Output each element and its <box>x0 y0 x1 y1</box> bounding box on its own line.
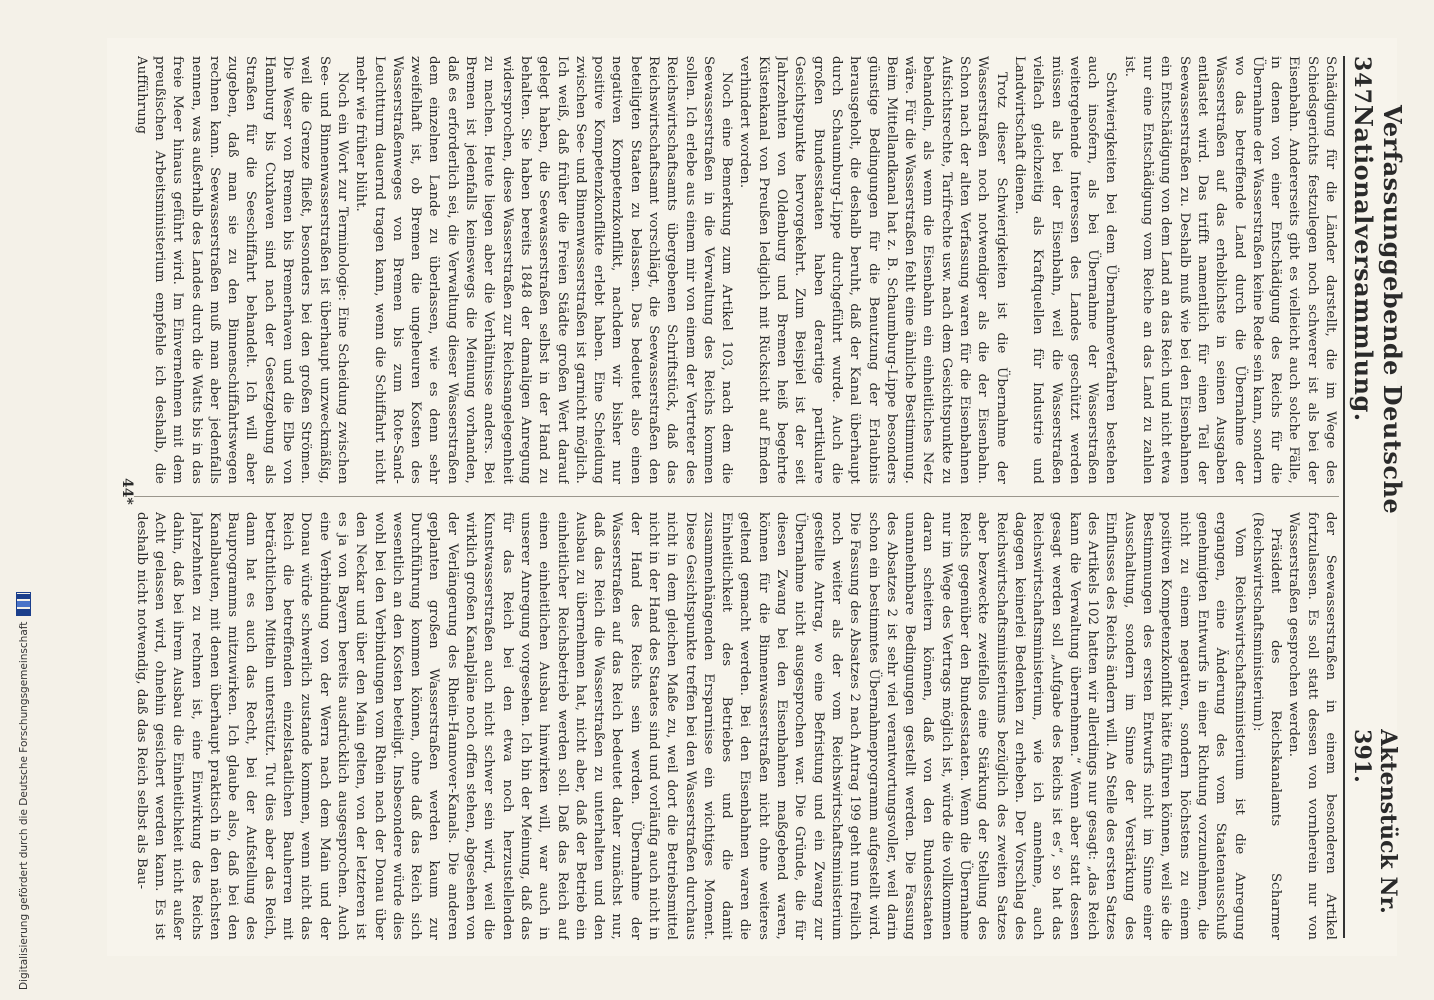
document-reference: Aktenstück Nr. 391. <box>1349 729 1401 914</box>
paragraph: der Seewasserstraßen in einem besonderen Artikel fortzulassen. Es soll statt dessen von vornherein nur von Wasserstraßen gesprochen werden. <box>1286 512 1338 940</box>
paragraph: Schädigung für die Länder darstellt, die im Wege des Schiedsgerichts festzulegen noch schwerer ist als bei der Eisenbahn. Andererseits gibt es vielleicht auch solche Fälle, in denen von einer Entschädigung des Reichs für die Übernahme der Wasserstraßen keine Rede sein kann, sondern wo das betreffende Land durch die Übernahme der Wasserstraßen auf das erheblichste in seinen Ausgaben entlastet wird. Das trifft namentlich für einen Teil der Seewasserstraßen zu. Deshalb muß wie bei den Eisenbahnen ein Entschädigung von dem Land an das Reich und nicht etwa nur eine Entschädigung vom Reiche an das Land zu zahlen ist. <box>1121 56 1338 484</box>
paragraph: Schwierigkeiten bei dem Übernahmeverfahren bestehen auch insofern, als bei Übernahme der Wasserstraßen weitergehende Interessen des Landes geschützt werden müssen als bei der Eisenbahn, weil die Wasserstraßen vielfach gleichzeitig als Kraftquellen für Industrie und Landwirtschaft dienen. <box>1011 56 1119 484</box>
sheet-signature: 44* <box>119 478 135 505</box>
text-column-left <box>134 56 1339 484</box>
column-divider <box>134 496 1339 497</box>
digitization-credit <box>16 592 31 990</box>
page-header <box>1343 56 1407 938</box>
credit-text: Digitalisierung gefördert durch die Deutsche Forschungsgemeinschaft <box>17 621 30 990</box>
paragraph: Noch ein Wort zur Terminologie: Eine Scheidung zwischen See- und Binnenwasserstraßen ist überhaupt unzweckmäßig, weil die Grenze fließt, besonders bei den großen Strömen. Die Weser von Bremen bis Bremerhaven und die Elbe von Hamburg bis Cuxhaven sind nach der Gesetzgebung als Straßen für die Seeschiffahrt behandelt. Ich will aber zugeben, daß man sie zu den Binnenschiffahrtswegen rechnen kann. Seewasserstraßen muß man aber jedenfalls nennen, was außerhalb des Landes durch die Watts bis in das freie Meer hinaus geführt wird. Im Einvernehmen mit dem preußischen Arbeitsministerium empfehle ich deshalb, die Aufführung <box>134 56 350 484</box>
page-title: Verfassunggebende Deutsche Nationalversammlung. <box>1349 104 1407 515</box>
paragraph: Vom Reichswirtschaftsministerium ist die Anregung ergangen, eine Änderung des vom Staatenausschuß genehmigten Entwurfs in einer Richtung vorzunehmen, die nicht zu einem negativen, sondern höchstens zu einem positiven Kompetenzkonflikt hätte führen können, weil sie die Bestimmungen des ersten Entwurfs nicht im Sinne einer Ausschaltung, sondern im Sinne der Verstärkung des Einflusses des Reichs ändern will. An Stelle des ersten Satzes des Artikels 102 hatten wir allerdings nur gesagt: „das Reich kann die Verwaltung übernehmen.“ Wenn aber statt dessen gesagt werden soll „Aufgabe des Reichs ist es“, so hat das Reichswirtschaftsministerium, wie ich annehme, auch dagegen keinerlei Bedenken zu erheben. Der Vorschlag des Reichswirtschaftsministeriums bezüglich des zweiten Satzes aber bezweckte zweifellos eine Stärkung der Stellung des Reichs gegenüber den Bundesstaaten. Wenn die Übernahme nur im Wege des Vertrags möglich ist, würde die vollkommen daran scheitern können, daß von den Bundesstaaten unannehmbare Bedingungen gestellt werden. Die Fassung des Absatzes 2 ist sehr viel verantwortungsvoller, weil darin schon ein bestimmtes Übernahmeprogramm aufgestellt wird. Die Fassung des Absatzes 2 nach Antrag 199 geht nun freilich noch weiter als der vom Reichswirtschaftsministerium gestellte Antrag, wo eine Befristung und ein Zwang zur Übernahme nicht ausgesprochen war. Die Gründe, die für diesen Zwang bei den Eisenbahnen maßgebend waren, können für die Binnenwasserstraßen nicht ohne weiteres geltend gemacht werden. Bei den Eisenbahnen waren die Einheitlichkeit des Betriebes und die damit zusammenhängenden Ersparnisse ein wichtiges Moment. Diese Gesichtspunkte treffen bei den Wasserstraßen durchaus nicht in dem gleichen Maße zu, weil dort die Betriebsmittel nicht in der Hand des Staates sind und vorläufig auch nicht in der Hand des Reichs sein werden. Übernahme der Wasserstraßen auf das Reich bedeutet daher zunächst nur, daß das Reich die Wasserstraßen zu unterhalten und den Ausbau zu übernehmen hat, nicht aber, daß der Betrieb ein einheitlicher Reichsbetrieb werden soll. Daß das Reich auf einen einheitlichen Ausbau hinwirken will, war auch in unserer Anregung vorgesehen. Ich bin der Meinung, daß das für das Reich bei den etwa noch herzustellenden Kunstwasserstraßen auch nicht schwer sein wird, weil die wirklich großen Kanalpläne noch offen stehen, abgesehen von der Verlängerung des Rhein-Hannover-Kanals. Die anderen geplanten großen Wasserstraßen werden kaum zur Durchführung kommen können, ohne daß das Reich sich wesentlich an den Kosten beteiligt. Insbesondere würde dies wohl bei den Verbindungen vom Rhein nach der Donau über den Neckar und über den Main gelten, von der letzteren ist es ja von Bayern bereits ausdrücklich ausgesprochen. Auch eine Verbindung von der Werra nach dem Main und der Donau würde schwerlich zustande kommen, wenn nicht das Reich die betreffenden einzelstaatlichen Bauherren mit beträchtlichen Mitteln unterstützt. Tut dies aber das Reich, dann hat es auch das Recht, bei der Aufstellung des Bauprogramms mitzuwirken. Ich glaube also, daß bei den Kanalbauten, mit denen überhaupt praktisch in den nächsten Jahrzehnten zu rechnen ist, eine Einwirkung des Reichs dahin, daß bei ihrem Ausbau die Einheitlichkeit nicht außer Acht gelassen wird, ohnehin gesichert werden kann. Es ist deshalb nicht notwendig, daß das Reich selbst als Bau- <box>134 512 1247 940</box>
scanned-page <box>107 38 1407 956</box>
paragraph: Noch eine Bemerkung zum Artikel 103, nach dem die Seewasserstraßen in die Verwaltung des Reichs kommen sollen. Ich erlebe aus einem mir von einem der Vertreter des Reichswirtschaftsamts übergebenen Schriftstück, daß das Reichswirtschaftsamt vorschlägt, die Seewasserstraßen den beteiligten Staaten zu belassen. Das bedeutet also einen negativen Kompetenzkonflikt, nachdem wir bisher nur positive Kompetenzkonflikte erlebt haben. Eine Scheidung zwischen See- und Binnenwasserstraßen ist garnicht möglich. Ich weiß, daß früher die Freien Städte großen Wert darauf gelegt haben, die Seewasserstraßen selbst in der Hand zu behalten. Sie haben bereits 1848 der damaligen Anregung widersprochen, diese Wasserstraßen zur Reichsangelegenheit zu machen. Heute liegen aber die Verhältnisse anders. Bei Bremen ist jedenfalls keineswegs die Meinung vorhanden, daß es erforderlich sei, die Verwaltung dieser Wasserstraßen dem einzelnen Lande zu überlassen, wie es denn sehr zweifelhaft ist, ob Bremen die ungeheuren Kosten des Wasserstraßenweges von Bremen bis zum Rote-Sand-Leuchtturm dauernd tragen kann, wenn die Schiffahrt nicht mehr wie früher blüht. <box>353 56 735 484</box>
text-column-right <box>134 512 1339 940</box>
paragraph: Präsident des Reichskanalamts Scharmer (Reichswirtschaftsministerium): <box>1249 512 1284 940</box>
paragraph: Trotz dieser Schwierigkeiten ist die Übernahme der Wasserstraßen noch notwendiger als die der Eisenbahn. Schon nach der alten Verfassung waren für die Eisenbahnen Aufsichtsrechte, Tarifrechte usw. nach dem Gesichtspunkte zu behandeln, als wenn die Eisenbahn ein einheitliches Netz wäre. Für die Wasserstraßen fehlt eine ähnliche Bestimmung. Beim Mittellandkanal hat z. B. Schaumburg-Lippe besonders günstige Bedingungen für die Benutzung der Erlaubnis herausgeholt, die deshalb beruht, daß der Kanal überhaupt durch Schaumburg-Lippe durchgeführt wurde. Auch die großen Bundesstaaten haben derartige partikulare Gesichtspunkte hervorgekehrt. Zum Beispiel ist der seit Jahrzehnten von Oldenburg und Bremen heiß begehrte Küstenkanal von Preußen lediglich mit Rücksicht auf Emden verhindert worden. <box>737 56 1009 484</box>
page-number: 347 <box>1349 56 1375 105</box>
dfg-logo-icon <box>16 592 31 616</box>
page-content <box>107 38 1407 956</box>
